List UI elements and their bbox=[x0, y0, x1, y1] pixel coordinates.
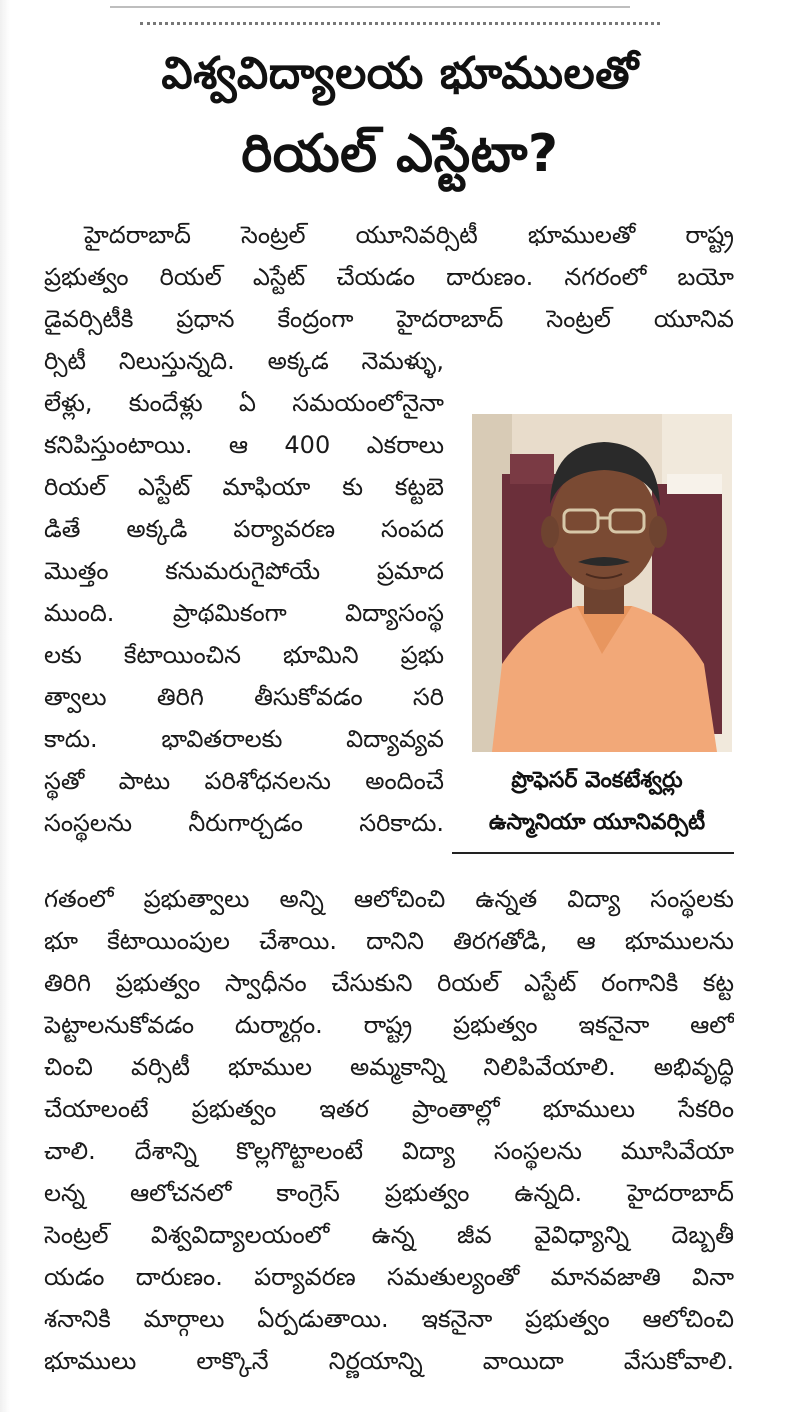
body-line: కనిపిస్తుంటాయి. ఆ 400 ఎకరాలు bbox=[44, 431, 444, 459]
body-line: మొత్తం కనుమరుగైపోయే ప్రమాద bbox=[44, 557, 444, 585]
dotted-separator bbox=[140, 22, 660, 25]
body-line: సెంట్రల్ విశ్వవిద్యాలయంలో ఉన్న జీవ వైవిధ్యాన్ని దెబ్బతీ bbox=[44, 1221, 734, 1249]
body-line: యడం దారుణం. పర్యావరణ సమతుల్యంతో మానవజాతి వినా bbox=[44, 1263, 734, 1291]
page-edge-shadow bbox=[0, 0, 10, 1412]
body-line: లకు కేటాయించిన భూమిని ప్రభు bbox=[44, 641, 444, 669]
body-line: కాదు. భావితరాలకు విద్యావ్యవ bbox=[44, 725, 444, 753]
body-line: భూ కేటాయింపుల చేశాయి. దానిని తిరగతోడి, ఆ భూములను bbox=[44, 927, 734, 955]
body-line: చించి వర్సిటీ భూముల అమ్మకాన్ని నిలిపివేయాలి. అభివృద్ధి bbox=[44, 1053, 734, 1081]
body-line: ర్సిటీ నిలుస్తున్నది. అక్కడ నెమళ్ళు, bbox=[44, 347, 444, 375]
body-paragraph-bottom bbox=[44, 878, 734, 1382]
previous-article-edge bbox=[110, 0, 630, 8]
portrait-illustration bbox=[472, 414, 732, 752]
body-line: డితే అక్కడి పర్యావరణ సంపద bbox=[44, 515, 444, 543]
caption-underline bbox=[452, 852, 734, 854]
body-line: పెట్టాలనుకోవడం దుర్మార్గం. రాష్ట్ర ప్రభుత్వం ఇకనైనా ఆలో bbox=[44, 1011, 734, 1039]
photo-caption-affiliation: ఉస్మానియా యూనివర్సిటీ bbox=[488, 810, 706, 835]
portrait-photo bbox=[472, 414, 732, 752]
body-line: శనానికి మార్గాలు ఏర్పడుతాయి. ఇకనైనా ప్రభుత్వం ఆలోచించి bbox=[44, 1305, 734, 1333]
body-line: సంస్థలను నీరుగార్చడం సరికాదు. bbox=[44, 809, 444, 837]
photo-caption-name: ప్రొఫెసర్ వెంకటేశ్వర్లు bbox=[511, 768, 683, 793]
body-line: రియల్ ఎస్టేట్ మాఫియా కు కట్టబె bbox=[44, 473, 444, 501]
body-line: గతంలో ప్రభుత్వాలు అన్ని ఆలోచించి ఉన్నత విద్యా సంస్థలకు bbox=[44, 885, 734, 913]
body-line: లన్న ఆలోచనలో కాంగ్రెస్ ప్రభుత్వం ఉన్నది. హైదరాబాద్ bbox=[44, 1179, 734, 1207]
headline-line-1: విశ్వవిద్యాలయ భూములతో bbox=[161, 48, 639, 99]
body-line: చేయాలంటే ప్రభుత్వం ఇతర ప్రాంతాల్లో భూములు సేకరిం bbox=[44, 1095, 734, 1123]
body-line: తిరిగి ప్రభుత్వం స్వాధీనం చేసుకుని రియల్ ఎస్టేట్ రంగానికి కట్ట bbox=[44, 969, 734, 997]
body-line: లేళ్లు, కుందేళ్లు ఏ సమయంలోనైనా bbox=[44, 389, 444, 417]
body-line: ప్రభుత్వం రియల్ ఎస్టేట్ చేయడం దారుణం. నగరంలో బయో bbox=[44, 263, 734, 291]
body-line: చాలి. దేశాన్ని కొల్లగొట్టాలంటే విద్యా సంస్థలను మూసివేయా bbox=[44, 1137, 734, 1165]
body-line: డైవర్సిటీకి ప్రధాన కేంద్రంగా హైదరాబాద్ సెంట్రల్ యూనివ bbox=[44, 305, 734, 333]
body-line: స్థతో పాటు పరిశోధనలను అందించే bbox=[44, 767, 444, 795]
body-line: త్వాలు తిరిగి తీసుకోవడం సరి bbox=[44, 683, 444, 711]
body-paragraph-wrapped bbox=[44, 340, 444, 844]
body-paragraph-top bbox=[44, 214, 734, 340]
body-line: ముంది. ప్రాథమికంగా విద్యాసంస్థ bbox=[44, 599, 444, 627]
headline-line-2: రియల్ ఎస్టేటా? bbox=[241, 124, 559, 184]
body-line: భూములు లాక్కొనే నిర్ణయాన్ని వాయిదా వేసుకోవాలి. bbox=[44, 1347, 734, 1375]
body-line: హైదరాబాద్ సెంట్రల్ యూనివర్సిటీ భూములతో రాష్ట్ర bbox=[84, 221, 734, 249]
